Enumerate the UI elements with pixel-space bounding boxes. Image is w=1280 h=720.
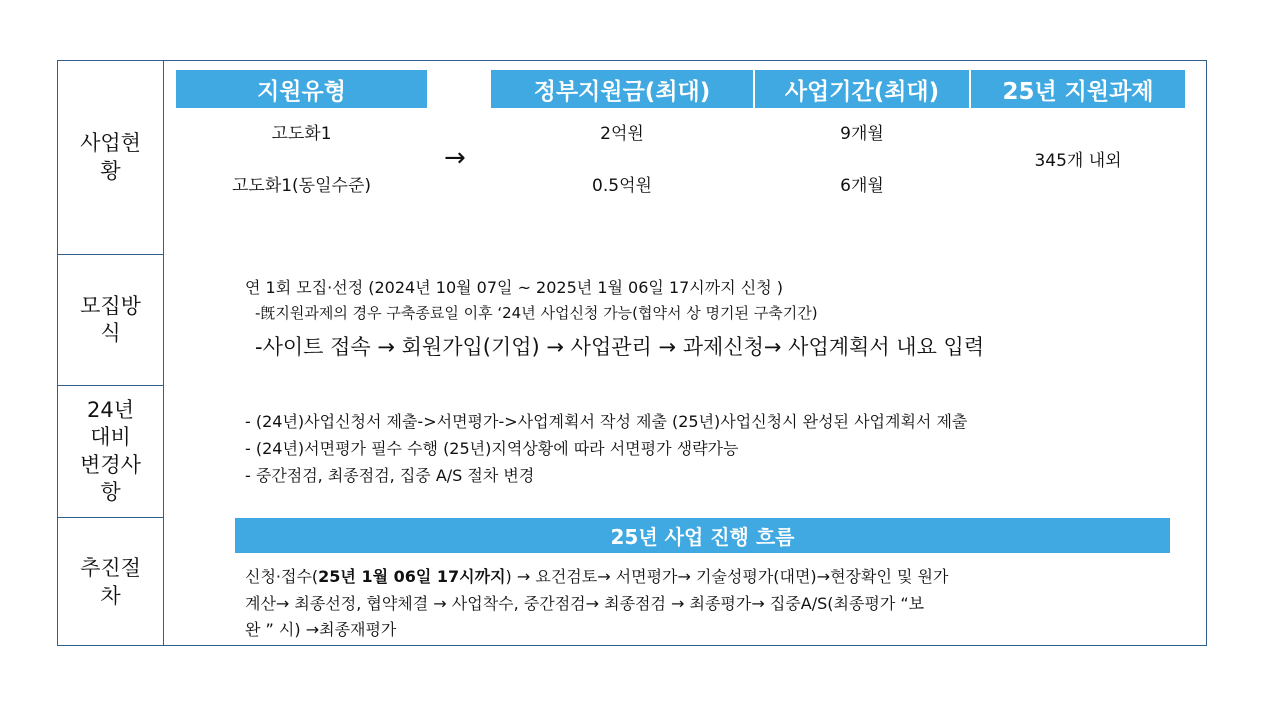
header-task-count: 25년 지원과제 (971, 70, 1185, 108)
section-label-changes: 24년 대비 변경사 항 (80, 397, 141, 504)
amount-value-1: 2억원 (600, 124, 644, 144)
header-project-period: 사업기간(최대) (755, 70, 969, 108)
header-support-type: 지원유형 (176, 70, 427, 108)
section-label-status: 사업현 황 (80, 131, 141, 183)
procedure-line-2: 계산→ 최종선정, 협약체결 → 사업착수, 중간점검→ 최종점검 → 최종평가→ 집중A/S(최종평가 “보 (245, 594, 925, 613)
change-line-1: - (24년)사업신청서 제출->서면평가->사업계획서 작성 제출 (25년)사업신청시 완성된 사업계획서 제출 (245, 412, 968, 431)
recruit-line-3: -사이트 접속 → 회원가입(기업) → 사업관리 → 과제신청→ 사업계획서 내요 입력 (255, 335, 985, 359)
procedure-line-3: 완 ” 시) →최종재평가 (245, 620, 397, 639)
section-label-procedure: 추진절 차 (80, 556, 141, 608)
type-value-2: 고도화1(동일수준) (231, 176, 372, 196)
recruit-line-2: -旣지원과제의 경우 구축종료일 이후 ‘24년 사업신청 가능(협약서 상 명기된 구축기간) (255, 304, 818, 322)
amount-value-2: 0.5억원 (592, 176, 652, 196)
procedure-title-bar: 25년 사업 진행 흐름 (235, 518, 1170, 553)
change-line-3: - 중간점검, 최종점검, 집중 A/S 절차 변경 (245, 466, 535, 485)
period-value-1: 9개월 (840, 124, 884, 144)
period-value-2: 6개월 (840, 176, 884, 196)
column-divider (163, 61, 164, 645)
procedure-line-1: 신청·접수(25년 1월 06일 17시까지) → 요건검토→ 서면평가→ 기술성평가(대면)→현장확인 및 원가 (245, 567, 949, 586)
recruit-line-1: 연 1회 모집·선정 (2024년 10월 07일 ~ 2025년 1월 06일 17시까지 신청 ) (245, 278, 783, 297)
task-count-value: 345개 내외 (1034, 151, 1122, 171)
section-label-recruit: 모집방 식 (80, 293, 141, 345)
header-gov-support: 정부지원금(최대) (491, 70, 753, 108)
arrow-icon: → (444, 143, 466, 173)
type-value-1: 고도화1 (271, 124, 332, 144)
procedure-deadline: 25년 1월 06일 17시까지 (318, 567, 506, 586)
content-table (57, 60, 1207, 646)
change-line-2: - (24년)서면평가 필수 수행 (25년)지역상황에 따라 서면평가 생략가능 (245, 439, 739, 458)
